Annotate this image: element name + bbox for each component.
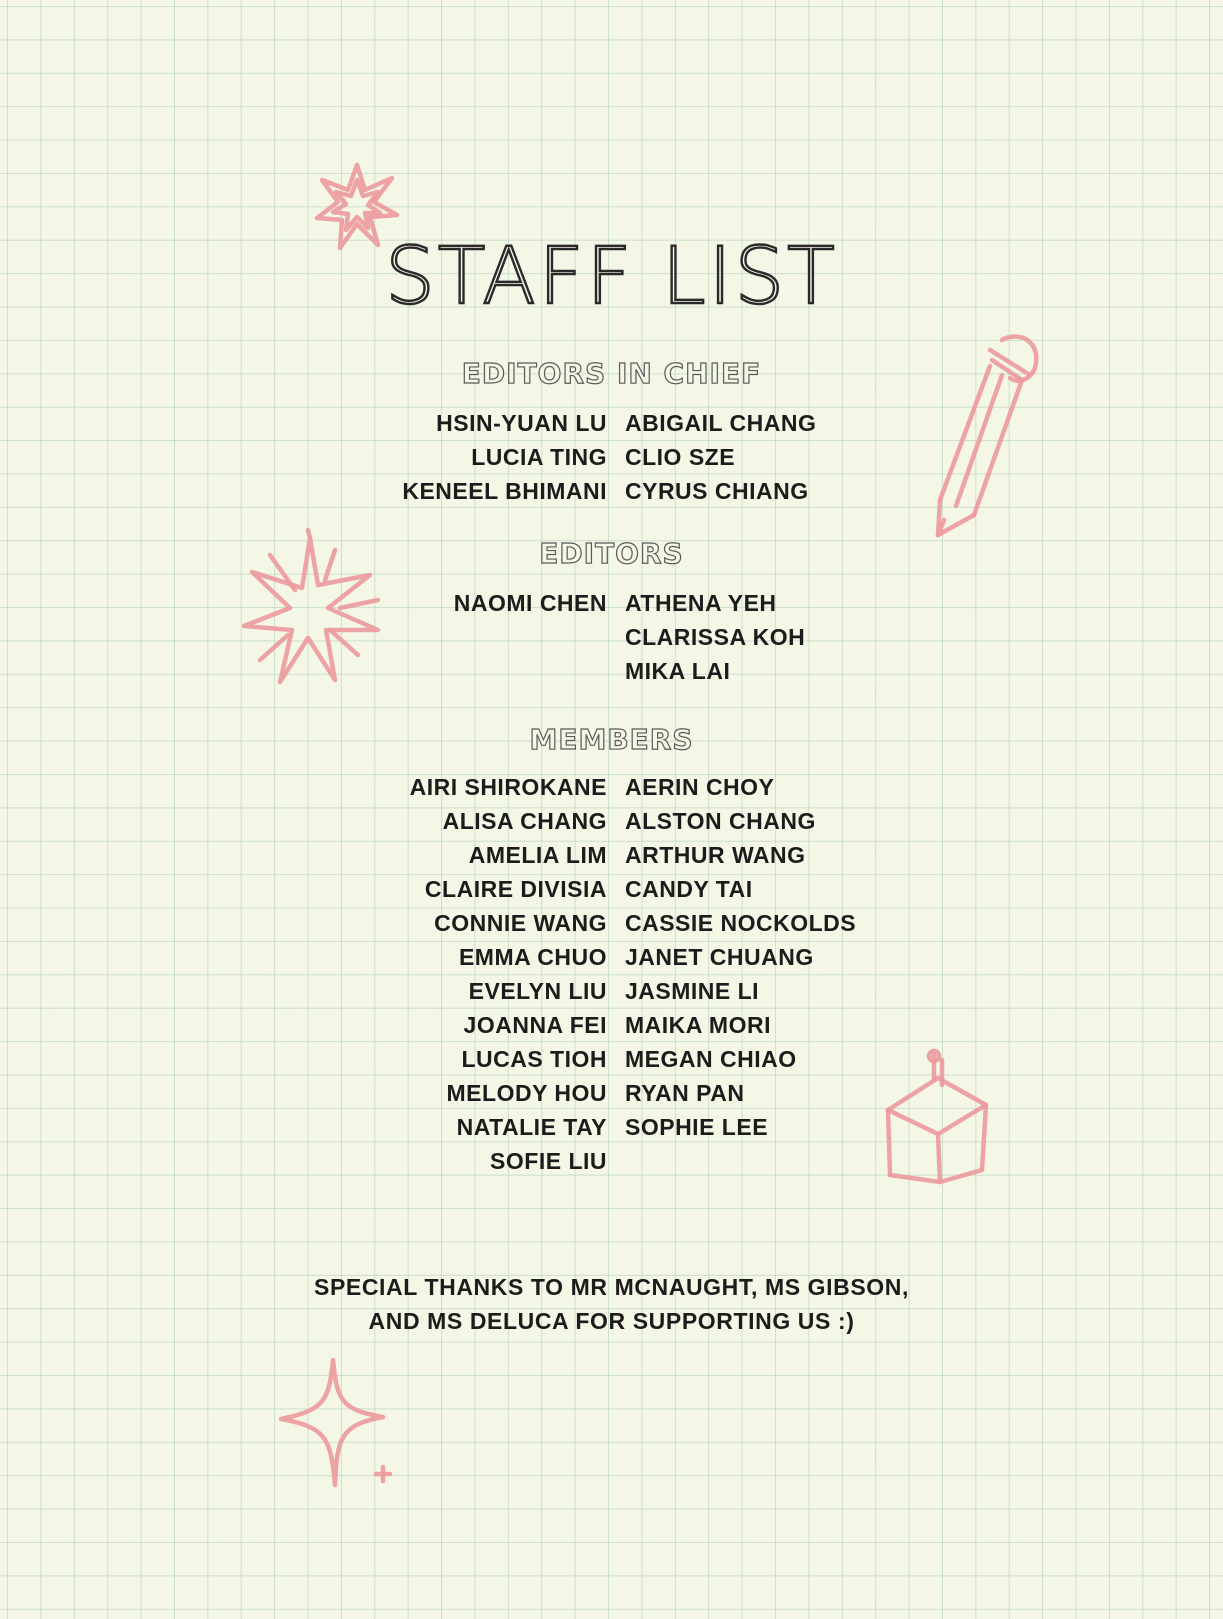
editors-in-chief-list: [0, 406, 1223, 508]
names-right-column: [623, 586, 1223, 688]
page-title: STAFF LIST: [385, 232, 838, 322]
staff-name: ATHENA YEH: [625, 590, 777, 616]
staff-name: EVELYN LIU: [468, 978, 607, 1004]
staff-name: CLARISSA KOH: [625, 624, 806, 650]
staff-name: MIKA LAI: [625, 658, 731, 684]
names-left-column: [0, 406, 623, 508]
staff-name: KENEEL BHIMANI: [402, 478, 607, 504]
staff-name: SOPHIE LEE: [625, 1114, 769, 1140]
staff-name: ABIGAIL CHANG: [625, 410, 817, 436]
section-heading-editors-in-chief: EDITORS IN CHIEF: [461, 357, 762, 390]
staff-name: LUCIA TING: [471, 444, 607, 470]
names-right-column: [623, 770, 1223, 1178]
staff-name: AERIN CHOY: [625, 774, 775, 800]
staff-name: SOFIE LIU: [490, 1148, 607, 1174]
names-left-column: [0, 770, 623, 1178]
section-heading-members: MEMBERS: [529, 723, 694, 756]
staff-name: NATALIE TAY: [456, 1114, 607, 1140]
staff-name: ALISA CHANG: [442, 808, 607, 834]
staff-name: MEGAN CHIAO: [625, 1046, 797, 1072]
special-thanks-line-1: SPECIAL THANKS TO MR MCNAUGHT, MS GIBSON,: [314, 1274, 909, 1300]
staff-name: CONNIE WANG: [434, 910, 607, 936]
staff-name: LUCAS TIOH: [461, 1046, 607, 1072]
special-thanks-line-2: AND MS DELUCA FOR SUPPORTING US :): [368, 1308, 855, 1334]
staff-name: HSIN-YUAN LU: [436, 410, 607, 436]
staff-name: ALSTON CHANG: [625, 808, 816, 834]
staff-name: CASSIE NOCKOLDS: [625, 910, 857, 936]
staff-name: EMMA CHUO: [458, 944, 607, 970]
staff-name: ARTHUR WANG: [625, 842, 806, 868]
staff-name: NAOMI CHEN: [453, 590, 607, 616]
staff-name: CLAIRE DIVISIA: [424, 876, 607, 902]
names-left-column: [0, 586, 623, 688]
staff-name: CYRUS CHIANG: [625, 478, 809, 504]
staff-name: AMELIA LIM: [468, 842, 607, 868]
staff-name: JOANNA FEI: [463, 1012, 607, 1038]
staff-name: CANDY TAI: [625, 876, 753, 902]
names-right-column: [623, 406, 1223, 508]
staff-name: RYAN PAN: [625, 1080, 745, 1106]
staff-name: JANET CHUANG: [625, 944, 814, 970]
four-point-star-icon: [275, 1355, 405, 1490]
staff-name: MAIKA MORI: [625, 1012, 771, 1038]
special-thanks: [0, 1270, 1223, 1338]
staff-name: AIRI SHIROKANE: [409, 774, 607, 800]
members-list: [0, 770, 1223, 1178]
editors-list: [0, 586, 1223, 688]
section-heading-editors: EDITORS: [539, 537, 684, 570]
staff-name: JASMINE LI: [625, 978, 760, 1004]
staff-name: CLIO SZE: [625, 444, 736, 470]
staff-name: MELODY HOU: [446, 1080, 607, 1106]
